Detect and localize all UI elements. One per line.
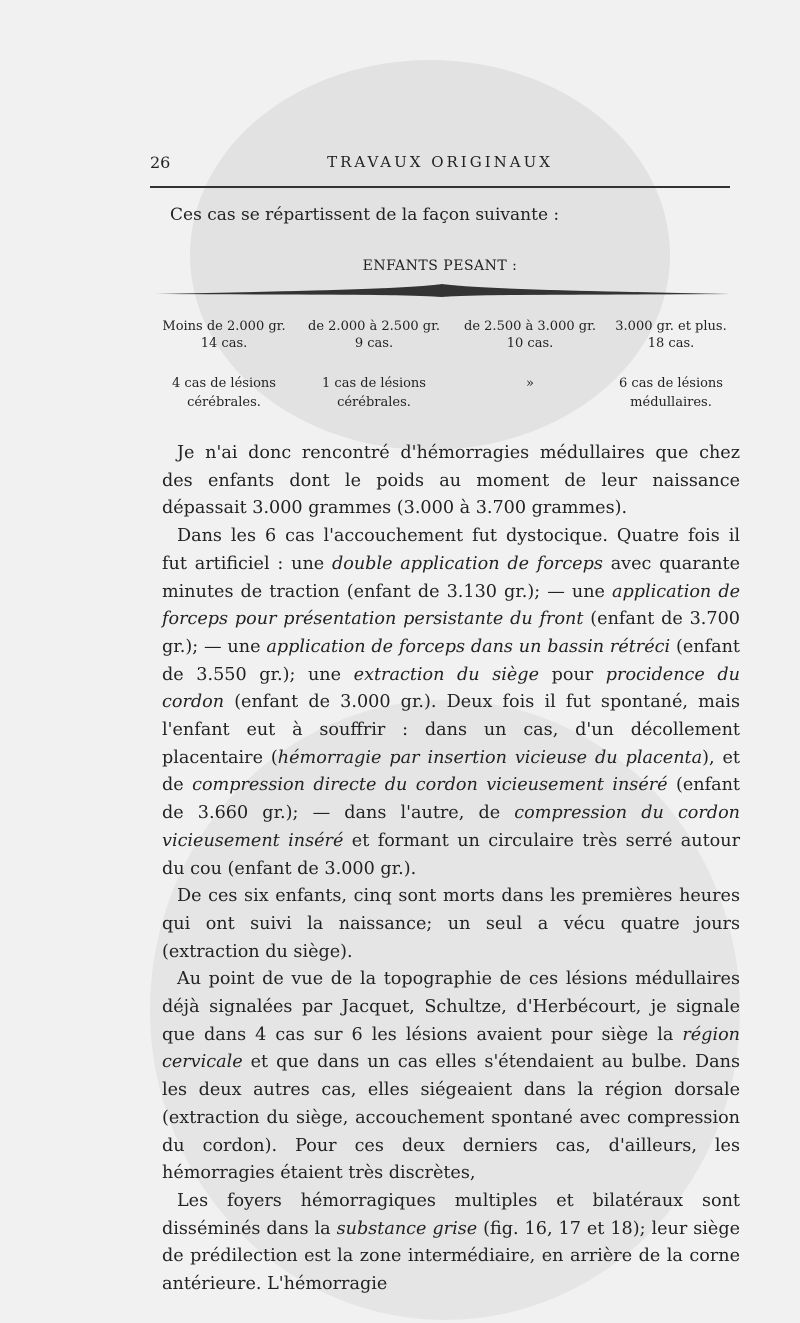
decorative-swash-rule [155, 282, 730, 302]
lesion-cell: médullaires. [630, 395, 712, 410]
table-subheading: ENFANTS PESANT : [362, 258, 518, 274]
count-cell: 14 cas. [200, 336, 248, 351]
running-header [150, 153, 730, 177]
lesions-rows [150, 374, 732, 412]
lesion-cell: cérébrales. [337, 395, 411, 410]
paragraph-5: Les foyers hémorragiques multiples et bilatéraux sont disséminés dans la substance grise (fig. 16, 17 et 18); leur siège de prédilection est la zone intermédiaire, en arrière de la corne antérieure. L'hémorragie [162, 1190, 740, 1295]
count-cell: 10 cas. [506, 336, 554, 351]
lesion-cell: 6 cas de lésions [619, 376, 723, 391]
lesions-line-1 [150, 374, 732, 393]
header-rule [150, 186, 730, 188]
paragraph-3: De ces six enfants, cinq sont morts dans les premières heures qui ont suivi la naissance; un seul a vécu quatre jours (extraction du siège). [162, 886, 740, 962]
running-title: TRAVAUX ORIGINAUX [327, 153, 553, 171]
paragraph-1: Je n'ai donc rencontré d'hémorragies médullaires que chez des enfants dont le poids au moment de leur naissance dépassait 3.000 grammes (3.000 à 3.700 grammes). [162, 443, 740, 519]
lesion-cell: cérébrales. [187, 395, 261, 410]
lesion-cell: » [526, 376, 534, 391]
count-cell: 18 cas. [647, 336, 695, 351]
range-cell: Moins de 2.000 gr. [162, 319, 286, 334]
lesions-line-2 [150, 393, 732, 412]
paragraph-4: Au point de vue de la topographie de ces lésions médullaires déjà signalées par Jacquet, Schultze, d'Herbécourt, je signale que dans 4 cas sur 6 les lésions avaient pour siège la région cervicale et que dans un cas elles s'étendaient au bulbe. Dans les deux autres cas, elles siégeaient dans la région dorsale (extraction du siège, accouchement spontané avec compression du cordon). Pour ces deux derniers cas, d'ailleurs, les hémorragies étaient très discrètes, [162, 969, 740, 1184]
range-cell: de 2.000 à 2.500 gr. [308, 319, 440, 334]
weight-table [150, 318, 732, 352]
body-text [162, 440, 740, 1299]
case-counts-row [150, 335, 732, 352]
lesion-cell: 1 cas de lésions [322, 376, 426, 391]
lesion-cell [450, 393, 610, 412]
range-cell: de 2.500 à 3.000 gr. [464, 319, 596, 334]
range-cell: 3.000 gr. et plus. [615, 319, 727, 334]
count-cell: 9 cas. [354, 336, 394, 351]
weight-ranges-row [150, 318, 732, 335]
lesion-cell: 4 cas de lésions [172, 376, 276, 391]
intro-line: Ces cas se répartissent de la façon suivante : [170, 205, 560, 225]
paragraph-2: Dans les 6 cas l'accouchement fut dystocique. Quatre fois il fut artificiel : une double application de forceps avec quarante minutes de traction (enfant de 3.130 gr.); — une application de forceps pour présentation persistante du front (enfant de 3.700 gr.); — une application de forceps dans un bassin rétréci (enfant de 3.550 gr.); une extraction du siège pour procidence du cordon (enfant de 3.000 gr.). Deux fois il fut spontané, mais l'enfant eut à souffrir : dans un cas, d'un décollement placentaire (hémorragie par insertion vicieuse du placenta), et de compression directe du cordon vicieusement inséré (enfant de 3.660 gr.); — dans l'autre, de compression du cordon vicieusement inséré et formant un circulaire très serré autour du cou (enfant de 3.000 gr.). [162, 526, 741, 879]
page-number: 26 [150, 153, 171, 172]
